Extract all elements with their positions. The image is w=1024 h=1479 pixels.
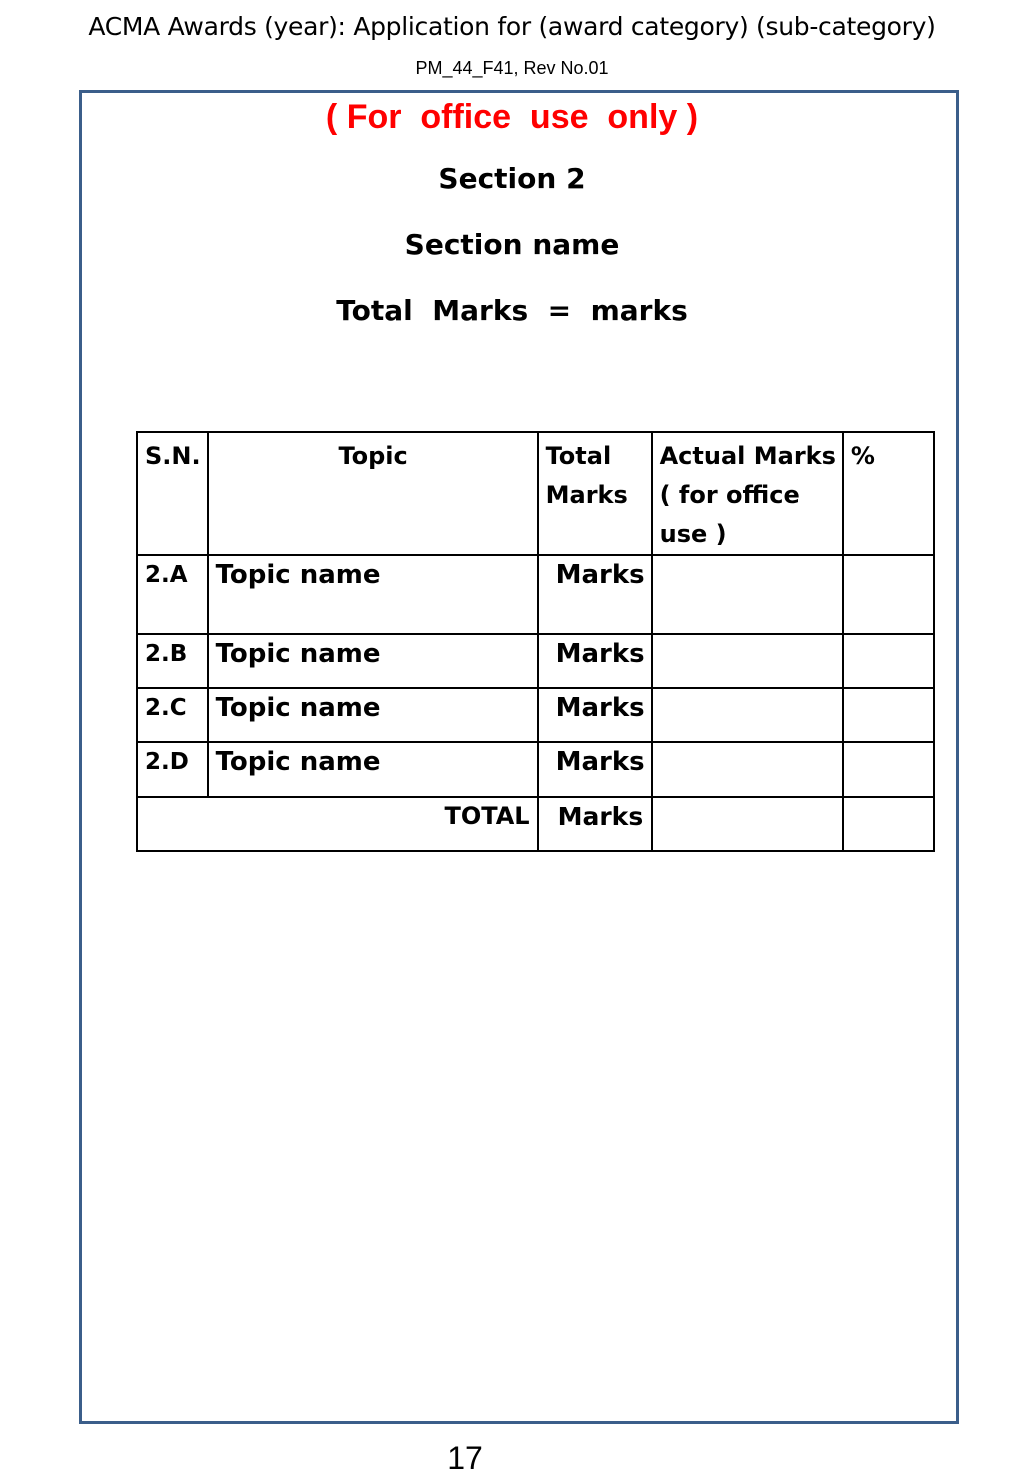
row-percent-input[interactable]	[843, 742, 934, 797]
row-total-marks: Marks	[538, 742, 652, 797]
row-percent-input[interactable]	[843, 555, 934, 634]
header-percent	[843, 432, 934, 555]
total-percent-input[interactable]	[843, 797, 934, 851]
section-total-marks: Total Marks = marks	[336, 294, 688, 327]
total-marks: Marks	[538, 797, 652, 851]
header-topic-label: Topic	[338, 442, 408, 470]
row-sn: 2.A	[137, 555, 208, 634]
table-header-row	[137, 432, 934, 555]
row-sn: 2.C	[137, 688, 208, 742]
header-percent-label: %	[850, 442, 875, 470]
table-row	[137, 742, 934, 797]
row-topic: Topic name	[208, 555, 538, 634]
row-topic: Topic name	[208, 742, 538, 797]
row-actual-marks-input[interactable]	[652, 555, 843, 634]
table-row	[137, 555, 934, 634]
header-actual-marks-line1: Actual Marks	[659, 442, 836, 470]
row-sn: 2.D	[137, 742, 208, 797]
table-total-row	[137, 797, 934, 851]
header-total-marks-line1: Total	[545, 442, 612, 470]
row-total-marks: Marks	[538, 555, 652, 634]
row-sn: 2.B	[137, 634, 208, 688]
row-percent-input[interactable]	[843, 634, 934, 688]
table-row	[137, 688, 934, 742]
header-sn	[137, 432, 208, 555]
header-total-marks-line2: Marks	[545, 481, 628, 509]
marks-table	[136, 431, 935, 852]
document-header-title: ACMA Awards (year): Application for (award category) (sub-category)	[88, 12, 936, 41]
section-name: Section name	[404, 228, 620, 261]
header-actual-marks-line3: use )	[659, 520, 727, 548]
table-row	[137, 634, 934, 688]
document-code: PM_44_F41, Rev No.01	[415, 58, 609, 78]
row-topic: Topic name	[208, 634, 538, 688]
section-number: Section 2	[438, 162, 586, 195]
row-actual-marks-input[interactable]	[652, 742, 843, 797]
office-use-note: ( For office use only )	[325, 98, 699, 136]
row-topic: Topic name	[208, 688, 538, 742]
row-percent-input[interactable]	[843, 688, 934, 742]
header-actual-marks-line2: ( for office	[659, 481, 800, 509]
header-actual-marks	[652, 432, 843, 555]
row-total-marks: Marks	[538, 634, 652, 688]
header-sn-label: S.N.	[145, 442, 201, 470]
total-label: TOTAL	[137, 797, 538, 851]
total-actual-marks-input[interactable]	[652, 797, 843, 851]
page-number: 17	[447, 1440, 483, 1476]
header-total-marks	[538, 432, 652, 555]
row-total-marks: Marks	[538, 688, 652, 742]
header-topic	[208, 432, 538, 555]
row-actual-marks-input[interactable]	[652, 634, 843, 688]
row-actual-marks-input[interactable]	[652, 688, 843, 742]
